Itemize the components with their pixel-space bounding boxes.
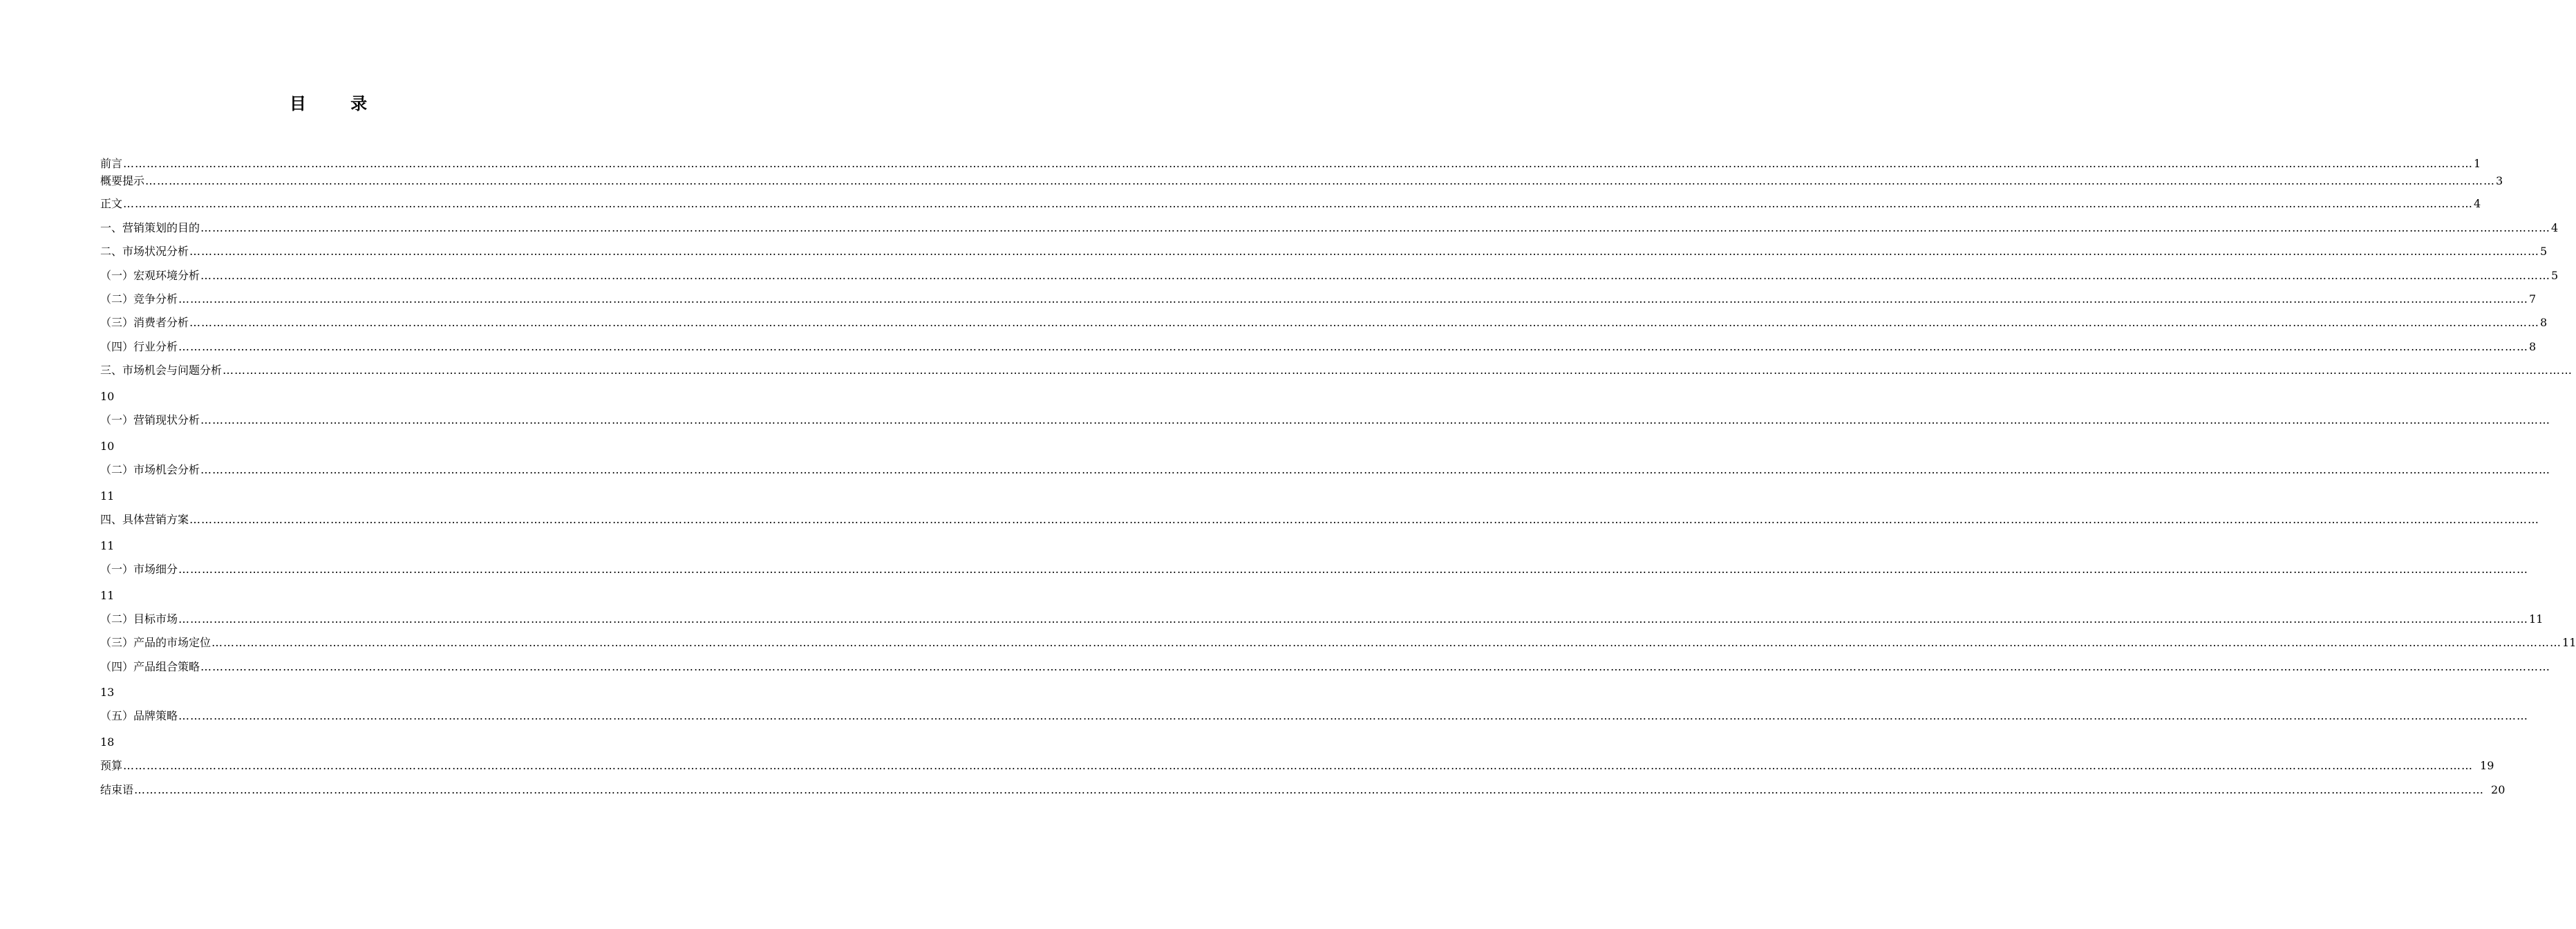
toc-page-number: 8 (2540, 316, 2548, 329)
toc-page-number: 11 (100, 489, 115, 503)
toc-entry-section-3[interactable] (100, 364, 2573, 377)
toc-entry-section-2-1[interactable] (100, 269, 2559, 283)
toc-entry-section-3-2[interactable] (100, 463, 2551, 477)
toc-page-number: 11 (100, 589, 115, 602)
toc-page-number: 8 (2529, 340, 2537, 353)
toc-label: （一）市场细分 (100, 563, 178, 576)
toc-label: （二）市场机会分析 (100, 463, 200, 476)
toc-entry-preface[interactable] (100, 157, 2481, 171)
toc-entry-section-2[interactable] (100, 245, 2548, 259)
toc-label: 正文 (100, 197, 123, 210)
toc-entry-section-3-1[interactable] (100, 413, 2551, 427)
toc-page-number: 5 (2540, 245, 2548, 258)
dot-leader: …………………………………………………………………………………………………………………………………………………………………………………………………………………………………………………………………………………………………………………………………………………………………………………………………………………………………………………………………………………………………………………………………………………… (200, 413, 2551, 426)
toc-page-number: 13 (100, 686, 115, 699)
dot-leader: …………………………………………………………………………………………………………………………………………………………………………………………………………………………………………………………………………………………………………………………………………………………………………………………………………………………………………………………………………………………………………………………………………………… (189, 245, 2540, 258)
dot-leader: …………………………………………………………………………………………………………………………………………………………………………………………………………………………………………………………………………………………………………………………………………………………………………………………………………………………………………………………………………………………………………………………………………………… (178, 292, 2529, 306)
toc-label: （四）行业分析 (100, 340, 178, 353)
toc-page-number: 4 (2474, 197, 2481, 210)
dot-leader: …………………………………………………………………………………………………………………………………………………………………………………………………………………………………………………………………………………………………………………………………………………………………………………………………………………………………………………………………………………………………………………………………………………… (123, 197, 2474, 210)
dot-leader: …………………………………………………………………………………………………………………………………………………………………………………………………………………………………………………………………………………………………………………………………………………………………………………………………………………………………………………………………………………………………………………………………………………… (178, 709, 2529, 722)
toc-page-number: 5 (2551, 269, 2559, 282)
toc-entry-budget[interactable] (100, 759, 2494, 773)
dot-leader: …………………………………………………………………………………………………………………………………………………………………………………………………………………………………………………………………………………………………………………………………………………………………………………………………………………………………………………………………………………………………………………………………………………… (134, 783, 2485, 796)
toc-label: （四）产品组合策略 (100, 660, 200, 673)
toc-label: （一）宏观环境分析 (100, 269, 200, 282)
dot-leader: …………………………………………………………………………………………………………………………………………………………………………………………………………………………………………………………………………………………………………………………………………………………………………………………………………………………………………………………………………………………………………………………………………………… (178, 563, 2529, 576)
toc-entry-section-4-2[interactable] (100, 612, 2544, 626)
toc-label: （五）品牌策略 (100, 709, 178, 722)
toc-label: 一、营销策划的目的 (100, 221, 200, 234)
toc-entry-section-4-5[interactable] (100, 709, 2529, 723)
dot-leader: …………………………………………………………………………………………………………………………………………………………………………………………………………………………………………………………………………………………………………………………………………………………………………………………………………………………………………………………………………………………………………………………………………………… (145, 174, 2496, 187)
dot-leader: …………………………………………………………………………………………………………………………………………………………………………………………………………………………………………………………………………………………………………………………………………………………………………………………………………………………………………………………………………………………………………………………………………………… (189, 513, 2540, 526)
dot-leader: …………………………………………………………………………………………………………………………………………………………………………………………………………………………………………………………………………………………………………………………………………………………………………………………………………………………………………………………………………………………………………………………………………………… (123, 759, 2474, 772)
dot-leader: …………………………………………………………………………………………………………………………………………………………………………………………………………………………………………………………………………………………………………………………………………………………………………………………………………………………………………………………………………………………………………………………………………………… (200, 221, 2551, 234)
toc-page-number: 3 (2496, 174, 2503, 187)
toc-page-number: 11 (100, 539, 115, 552)
toc-entry-conclusion[interactable] (100, 783, 2506, 797)
toc-label: 前言 (100, 157, 123, 170)
toc-entry-section-2-4[interactable] (100, 340, 2537, 354)
toc-label: 三、市场机会与问题分析 (100, 364, 223, 377)
toc-entry-summary[interactable] (100, 174, 2503, 188)
dot-leader: …………………………………………………………………………………………………………………………………………………………………………………………………………………………………………………………………………………………………………………………………………………………………………………………………………………………………………………………………………………………………………………………………………………… (211, 636, 2562, 649)
toc-label: （二）竞争分析 (100, 292, 178, 306)
toc-entry-section-4-4[interactable] (100, 660, 2551, 674)
toc-entry-section-4-3[interactable] (100, 636, 2576, 650)
toc-label: 概要提示 (100, 174, 145, 187)
toc-label: （一）营销现状分析 (100, 413, 200, 426)
toc-entry-section-4-1[interactable] (100, 563, 2529, 576)
dot-leader: …………………………………………………………………………………………………………………………………………………………………………………………………………………………………………………………………………………………………………………………………………………………………………………………………………………………………………………………………………………………………………………………………………………… (178, 612, 2529, 626)
toc-entry-section-2-3[interactable] (100, 316, 2548, 330)
toc-page-number: 11 (2529, 612, 2544, 626)
toc-page-number: 10 (100, 390, 115, 403)
dot-leader: …………………………………………………………………………………………………………………………………………………………………………………………………………………………………………………………………………………………………………………………………………………………………………………………………………………………………………………………………………………………………………………………………………………… (200, 463, 2551, 476)
toc-page-number: 18 (100, 735, 115, 749)
toc-label: （二）目标市场 (100, 612, 178, 626)
dot-leader: …………………………………………………………………………………………………………………………………………………………………………………………………………………………………………………………………………………………………………………………………………………………………………………………………………………………………………………………………………………………………………………………………………………… (123, 157, 2474, 170)
toc-entry-section-1[interactable] (100, 221, 2559, 235)
toc-page-number: 11 (2562, 636, 2576, 649)
toc-label: （三）产品的市场定位 (100, 636, 211, 649)
toc-label: 四、具体营销方案 (100, 513, 189, 526)
toc-page-number: 10 (100, 440, 115, 453)
toc-page-number: 1 (2474, 157, 2481, 170)
toc-label: 结束语 (100, 783, 134, 796)
toc-page-number: 20 (2491, 783, 2506, 796)
toc-page-number: 4 (2551, 221, 2559, 234)
toc-label: 二、市场状况分析 (100, 245, 189, 258)
toc-page-number: 7 (2529, 292, 2537, 306)
toc-page-number: 19 (2480, 759, 2494, 772)
toc-label: （三）消费者分析 (100, 316, 189, 329)
dot-leader: …………………………………………………………………………………………………………………………………………………………………………………………………………………………………………………………………………………………………………………………………………………………………………………………………………………………………………………………………………………………………………………………………………………… (223, 364, 2573, 377)
dot-leader: …………………………………………………………………………………………………………………………………………………………………………………………………………………………………………………………………………………………………………………………………………………………………………………………………………………………………………………………………………………………………………………………………………………… (189, 316, 2540, 329)
dot-leader: …………………………………………………………………………………………………………………………………………………………………………………………………………………………………………………………………………………………………………………………………………………………………………………………………………………………………………………………………………………………………………………………………………………… (200, 269, 2551, 282)
toc-entry-section-4[interactable] (100, 513, 2540, 527)
toc-entry-body[interactable] (100, 197, 2481, 211)
dot-leader: …………………………………………………………………………………………………………………………………………………………………………………………………………………………………………………………………………………………………………………………………………………………………………………………………………………………………………………………………………………………………………………………………………………… (178, 340, 2529, 353)
page-title: 目 录 (289, 94, 387, 113)
dot-leader: …………………………………………………………………………………………………………………………………………………………………………………………………………………………………………………………………………………………………………………………………………………………………………………………………………………………………………………………………………………………………………………………………………………… (200, 660, 2551, 673)
toc-entry-section-2-2[interactable] (100, 292, 2537, 306)
toc-label: 预算 (100, 759, 123, 772)
